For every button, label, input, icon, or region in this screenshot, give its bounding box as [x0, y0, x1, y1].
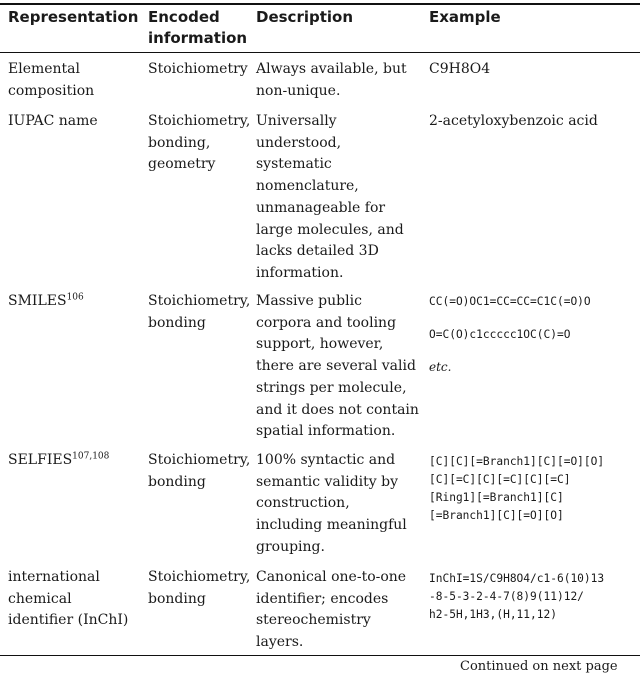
row-inchi-representation: international chemical identifier (InChI) — [8, 569, 129, 629]
row-iupac-description: Universally understood, systematic nomenclature, unmanageable for large molecules, and lacks detailed 3D information. — [256, 113, 404, 281]
table-bottom-rule — [0, 655, 640, 656]
row-smiles-encoded: Stoichiometry, bonding — [148, 293, 251, 331]
row-elemental-encoded: Stoichiometry — [148, 61, 248, 77]
row-smiles-example-etc: etc. — [429, 360, 452, 374]
header-description: Description — [256, 8, 354, 26]
row-selfies-description: 100% syntactic and semantic validity by construction, including meaningful grouping. — [256, 452, 407, 555]
row-selfies-ref: 107,108 — [72, 451, 110, 462]
header-encoded-information: Encoded information — [148, 8, 248, 47]
row-selfies-name: SELFIES — [8, 452, 73, 468]
header-representation: Representation — [8, 8, 139, 26]
row-smiles-example-1: CC(=O)OC1=CC=CC=C1C(=O)O — [429, 295, 591, 308]
row-smiles-example-2: O=C(O)c1ccccc1OC(C)=O — [429, 328, 571, 341]
table-top-rule — [0, 3, 640, 5]
row-iupac-representation: IUPAC name — [8, 113, 98, 129]
row-inchi-encoded: Stoichiometry, bonding — [148, 569, 251, 607]
table-header-rule — [0, 52, 640, 53]
row-smiles-ref: 106 — [66, 292, 84, 303]
row-elemental-representation: Elemental composition — [8, 61, 95, 99]
row-elemental-example: C9H8O4 — [429, 61, 491, 77]
row-selfies-example: [C][C][=Branch1][C][=O][O] [C][=C][C][=C][C][=C] [Ring1][=Branch1][C] [=Branch1][C][=O][O] — [429, 455, 605, 522]
row-smiles-name: SMILES — [8, 293, 67, 309]
row-smiles-description: Massive public corpora and tooling support, however, there are several valid strings per molecule, and it does not contain spatial information. — [256, 293, 419, 440]
header-example: Example — [429, 8, 501, 26]
row-inchi-description: Canonical one-to-one identifier; encodes stereochemistry layers. — [256, 569, 407, 651]
continued-note: Continued on next page — [460, 659, 618, 674]
row-smiles-representation — [8, 291, 84, 313]
row-iupac-example: 2-acetyloxybenzoic acid — [429, 113, 598, 129]
row-selfies-representation — [8, 450, 109, 472]
row-elemental-description: Always available, but non-unique. — [256, 61, 407, 99]
row-iupac-encoded: Stoichiometry, bonding, geometry — [148, 113, 251, 173]
row-inchi-example: InChI=1S/C9H8O4/c1-6(10)13 -8-5-3-2-4-7(8)9(11)12/ h2-5H,1H3,(H,11,12) — [429, 572, 605, 621]
row-selfies-encoded: Stoichiometry, bonding — [148, 452, 251, 490]
